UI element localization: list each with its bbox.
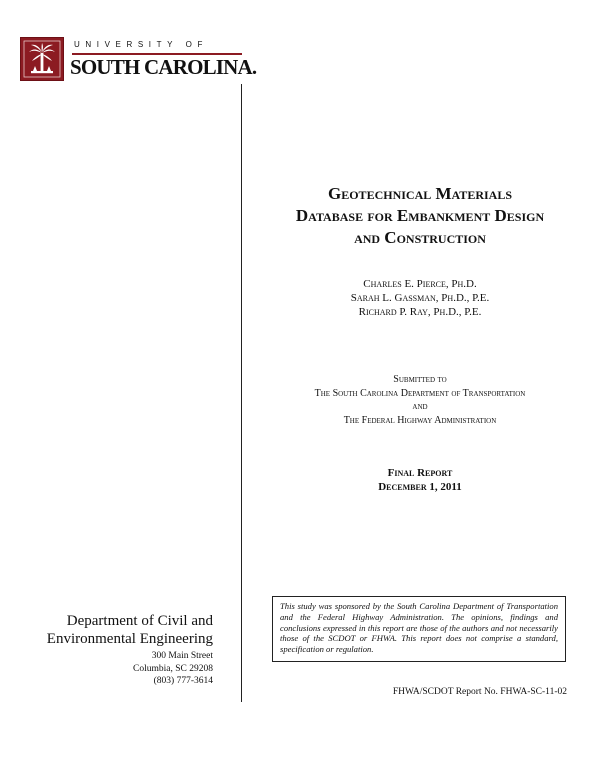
department-block	[20, 612, 213, 688]
submitted-to-label: Submitted to	[393, 374, 447, 385]
south-carolina-wordmark: SOUTH CAROLINA.	[70, 55, 257, 79]
university-logo	[20, 37, 257, 82]
department-city: Columbia, SC 29208	[133, 663, 213, 674]
author-list	[245, 277, 595, 319]
author-1: Charles E. Pierce, Ph.D.	[363, 278, 477, 290]
department-address	[20, 650, 213, 688]
submitted-org-scdot: The South Carolina Department of Transportation	[314, 387, 526, 399]
department-name-line-2: Environmental Engineering	[46, 631, 213, 647]
author-2: Sarah L. Gassman, Ph.D., P.E.	[350, 292, 490, 304]
report-number: FHWA/SCDOT Report No. FHWA-SC-11-02	[392, 687, 567, 697]
submitted-org-fhwa: The Federal Highway Administration	[343, 414, 497, 426]
title-line-2: Database for Embankment Design	[295, 206, 545, 225]
final-report-date: December 1, 2011	[378, 481, 462, 493]
title-line-1: Geotechnical Materials	[328, 184, 512, 203]
final-report-label: Final Report	[387, 467, 453, 479]
final-report-block	[245, 466, 595, 494]
palmetto-seal-icon	[20, 37, 64, 81]
submission-block	[245, 373, 595, 427]
title-line-3: and Construction	[354, 228, 486, 247]
university-of-wordmark: UNIVERSITY OF	[74, 40, 208, 49]
department-phone: (803) 777-3614	[153, 676, 213, 686]
vertical-divider	[241, 84, 242, 702]
author-3: Richard P. Ray, Ph.D., P.E.	[358, 306, 482, 318]
submitted-and: and	[412, 401, 428, 412]
report-title	[245, 183, 595, 249]
disclaimer-box: This study was sponsored by the South Carolina Department of Transportation and the Federal Highway Administration. The opinions, findings and conclusions expressed in this report are those of the authors and not necessarily those of the SCDOT or FHWA. This report does not comprise a standard, specification or regulation.	[272, 596, 566, 662]
department-street: 300 Main Street	[151, 651, 213, 661]
department-name-line-1: Department of Civil and	[66, 613, 213, 629]
